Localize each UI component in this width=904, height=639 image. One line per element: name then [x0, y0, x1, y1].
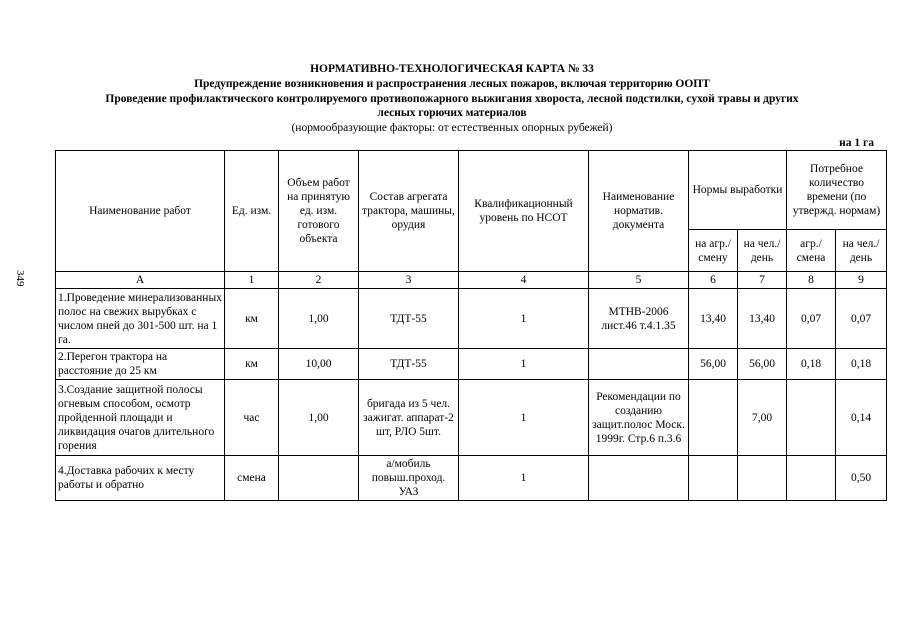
cell-composition: ТДТ-55 [359, 289, 459, 349]
cell-composition: бригада из 5 чел. зажигат. аппарат-2 шт, РЛО 5шт. [359, 380, 459, 456]
cell-name: 4.Доставка рабочих к месту работы и обратно [56, 456, 225, 501]
column-index: 4 [459, 272, 589, 289]
cell-qualification: 1 [459, 380, 589, 456]
column-index: А [56, 272, 225, 289]
cell-norm-chel [738, 456, 787, 501]
column-index: 7 [738, 272, 787, 289]
cell-time-agr [787, 380, 836, 456]
cell-time-chel: 0,18 [836, 349, 887, 380]
factors-note: (нормообразующие факторы: от естественных опорных рубежей) [291, 122, 613, 134]
cell-composition: ТДТ-55 [359, 349, 459, 380]
cell-time-agr: 0,07 [787, 289, 836, 349]
cell-time-agr: 0,18 [787, 349, 836, 380]
column-index: 9 [836, 272, 887, 289]
table-row [56, 289, 887, 349]
cell-document [589, 456, 689, 501]
header-time-chel: на чел./ день [836, 230, 887, 272]
cell-norm-agr: 13,40 [689, 289, 738, 349]
cell-composition: а/мобиль повыш.проход. УАЗ [359, 456, 459, 501]
cell-qualification: 1 [459, 349, 589, 380]
header-composition: Состав агрегата трактора, машины, орудия [359, 151, 459, 272]
document-subtitle-line2: Проведение профилактического контролируемого противопожарного выжигания хвороста, лесной подстилки, сухой травы и других [105, 93, 799, 105]
cell-volume: 1,00 [279, 289, 359, 349]
cell-unit: час [225, 380, 279, 456]
column-index: 8 [787, 272, 836, 289]
header-name: Наименование работ [56, 151, 225, 272]
cell-qualification: 1 [459, 456, 589, 501]
column-index: 3 [359, 272, 459, 289]
table-row [56, 349, 887, 380]
header-time-agr: агр./ смена [787, 230, 836, 272]
cell-norm-agr [689, 380, 738, 456]
unit-label: на 1 га [839, 137, 874, 149]
cell-document [589, 349, 689, 380]
header-norm-agr: на агр./ смену [689, 230, 738, 272]
header-time: Потребное количество времени (по утвержд. нормам) [787, 151, 887, 230]
column-index: 2 [279, 272, 359, 289]
cell-unit: смена [225, 456, 279, 501]
header-unit: Ед. изм. [225, 151, 279, 272]
page-number: 349 [14, 270, 26, 287]
document-title: НОРМАТИВНО-ТЕХНОЛОГИЧЕСКАЯ КАРТА № 33 [310, 63, 594, 75]
cell-time-chel: 0,14 [836, 380, 887, 456]
cell-time-chel: 0,07 [836, 289, 887, 349]
cell-norm-chel: 56,00 [738, 349, 787, 380]
cell-norm-agr: 56,00 [689, 349, 738, 380]
column-index: 5 [589, 272, 689, 289]
cell-name: 1.Проведение минерализованных полос на свежих вырубках с числом пней до 301-500 шт. на 1 га. [56, 289, 225, 349]
cell-document: Рекомендации по созданию защит.полос Моск. 1999г. Стр.6 п.3.6 [589, 380, 689, 456]
cell-volume: 10,00 [279, 349, 359, 380]
cell-volume [279, 456, 359, 501]
header-norm-chel: на чел./ день [738, 230, 787, 272]
document-subtitle: Предупреждение возникновения и распространения лесных пожаров, включая территорию ООПТ [194, 78, 710, 90]
cell-name: 2.Перегон трактора на расстояние до 25 км [56, 349, 225, 380]
table-row [56, 380, 887, 456]
cell-time-agr [787, 456, 836, 501]
norms-table [55, 150, 887, 501]
cell-norm-chel: 13,40 [738, 289, 787, 349]
cell-volume: 1,00 [279, 380, 359, 456]
column-index: 1 [225, 272, 279, 289]
document-subtitle-line3: лесных горючих материалов [377, 107, 527, 119]
column-index: 6 [689, 272, 738, 289]
cell-document: МТНВ-2006 лист.46 т.4.1.35 [589, 289, 689, 349]
header-norms: Нормы выработки [689, 151, 787, 230]
header-document: Наименование норматив. документа [589, 151, 689, 272]
cell-time-chel: 0,50 [836, 456, 887, 501]
table-row [56, 456, 887, 501]
cell-norm-chel: 7,00 [738, 380, 787, 456]
cell-unit: км [225, 349, 279, 380]
cell-qualification: 1 [459, 289, 589, 349]
cell-unit: км [225, 289, 279, 349]
header-volume: Объем работ на принятую ед. изм. готового объекта [279, 151, 359, 272]
cell-norm-agr [689, 456, 738, 501]
column-index-row [56, 272, 887, 289]
cell-name: 3.Создание защитной полосы огневым способом, осмотр пройденной площади и ликвидация очагов длительного горения [56, 380, 225, 456]
header-qualification: Квалификационный уровень по НСОТ [459, 151, 589, 272]
